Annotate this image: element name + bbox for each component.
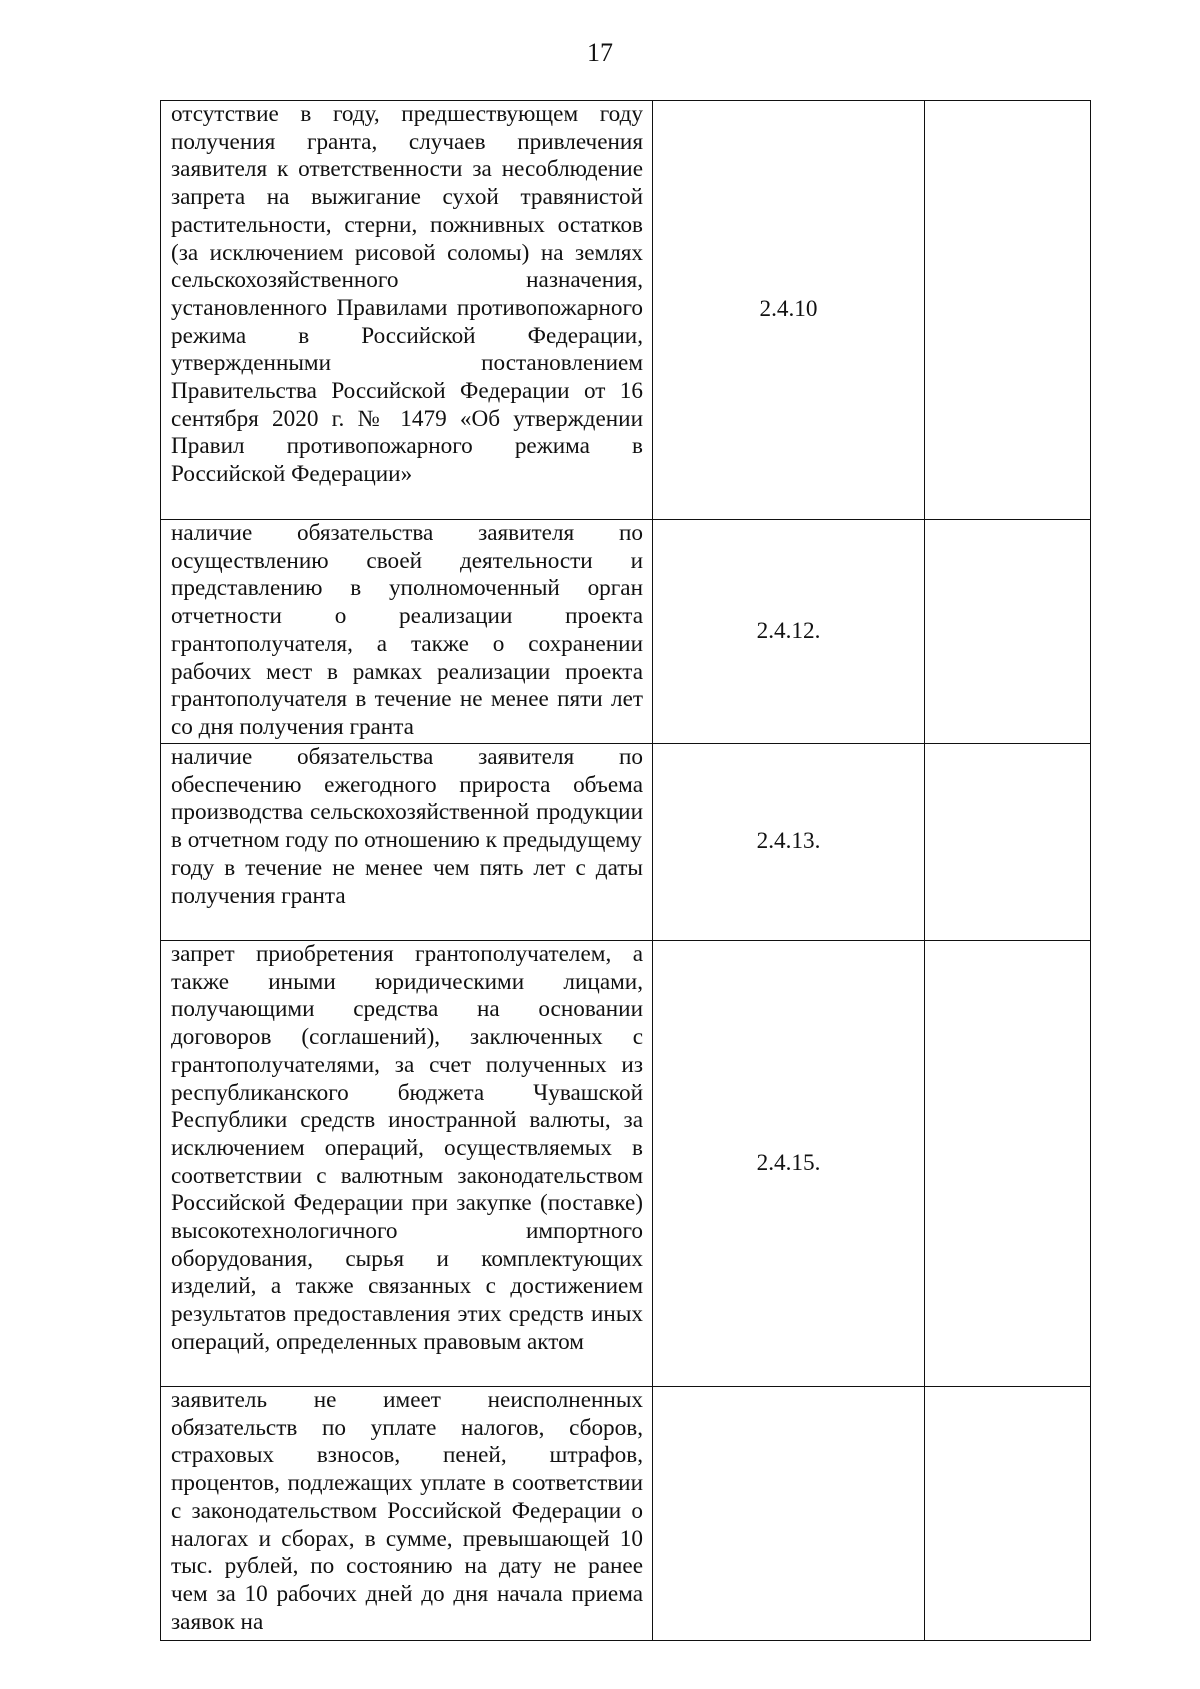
table-row bbox=[161, 744, 1091, 941]
mark-cell bbox=[925, 1387, 1091, 1641]
condition-cell bbox=[161, 941, 653, 1387]
table-row bbox=[161, 1387, 1091, 1641]
condition-cell bbox=[161, 101, 653, 520]
requirements-table bbox=[160, 100, 1091, 1641]
condition-cell bbox=[161, 1387, 653, 1641]
table-row bbox=[161, 520, 1091, 744]
point-cell: 2.4.10 bbox=[653, 101, 925, 520]
mark-cell bbox=[925, 744, 1091, 941]
point-cell bbox=[653, 1387, 925, 1641]
point-cell: 2.4.15. bbox=[653, 941, 925, 1387]
condition-cell bbox=[161, 520, 653, 744]
condition-text: заявитель не имеет неисполненных обязательств по уплате налогов, сборов, страховых взносов, пеней, штрафов, процентов, подлежащих уплате в соответствии с законодательством Российской Федерации о налогах и сборах, в сумме, превышающей 10 тыс. рублей, по состоянию на дату не ранее чем за 10 рабочих дней до дня начала приема заявок на bbox=[171, 1387, 643, 1635]
mark-cell bbox=[925, 520, 1091, 744]
point-cell: 2.4.13. bbox=[653, 744, 925, 941]
condition-text: отсутствие в году, предшествующем году получения гранта, случаев привлечения заявителя к ответственности за несоблюдение запрета на выжигание сухой травянистой растительности, стерни, пожнивных остатков (за исключением рисовой соломы) на землях сельскохозяйственного назначения, установленного Правилами противопожарного режима в Российской Федерации, утвержденными постановлением Правительства Российской Федерации от 16 сентября 2020 г. № 1479 «Об утверждении Правил противопожарного режима в Российской Федерации» bbox=[171, 101, 643, 488]
table-row bbox=[161, 101, 1091, 520]
condition-text: запрет приобретения грантополучателем, а также иными юридическими лицами, получающими средства на основании договоров (соглашений), заключенных с грантополучателями, за счет полученных из республиканского бюджета Чувашской Республики средств иностранной валюты, за исключением операций, осуществляемых в соответствии с валютным законодательством Российской Федерации при закупке (поставке) высокотехнологичного импортного оборудования, сырья и комплектующих изделий, а также связанных с достижением результатов предоставления этих средств иных операций, определенных правовым актом bbox=[171, 941, 643, 1355]
condition-text: наличие обязательства заявителя по обеспечению ежегодного прироста объема производства сельскохозяйственной продукции в отчетном году по отношению к предыдущему bbox=[171, 744, 643, 854]
point-cell: 2.4.12. bbox=[653, 520, 925, 744]
condition-cell bbox=[161, 744, 653, 941]
table-row bbox=[161, 941, 1091, 1387]
condition-text: наличие обязательства заявителя по осуществлению своей деятельности и представлению в уполномоченный орган отчетности о реализации проекта грантополучателя, а также о сохранении рабочих мест в рамках реализации проекта грантополучателя в течение не менее пяти лет со дня получения гранта bbox=[171, 520, 643, 740]
condition-text-continued: году в течение не менее чем пять лет с даты получения гранта bbox=[171, 854, 643, 909]
page-number: 17 bbox=[587, 38, 613, 67]
mark-cell bbox=[925, 941, 1091, 1387]
mark-cell bbox=[925, 101, 1091, 520]
